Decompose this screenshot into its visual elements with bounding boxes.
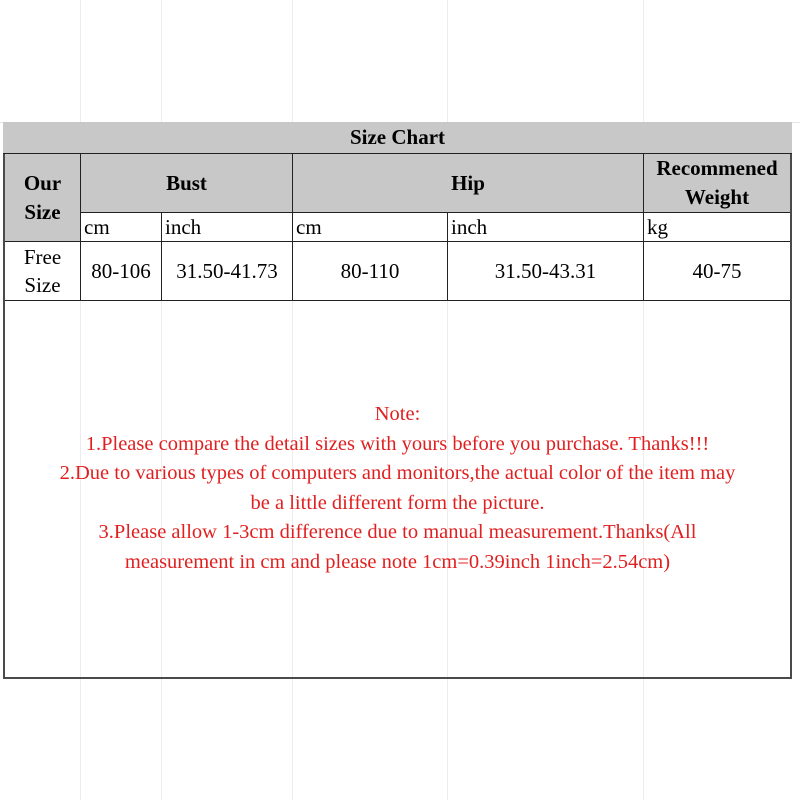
header-bust: Bust	[81, 154, 293, 213]
row-hip-cm: 80-110	[293, 242, 448, 301]
note-line: 2.Due to various types of computers and monitors,the actual color of the item may	[59, 462, 736, 484]
unit-hip-cm: cm	[293, 213, 448, 242]
header-weight: Recommened Weight	[644, 154, 790, 213]
note-line: 3.Please allow 1-3cm difference due to manual measurement.Thanks(All	[98, 521, 697, 543]
note-line: measurement in cm and please note 1cm=0.39inch 1inch=2.54cm)	[124, 550, 671, 573]
row-weight-kg: 40-75	[644, 242, 790, 301]
row-size: Free Size	[5, 242, 81, 301]
row-bust-inch: 31.50-41.73	[162, 242, 293, 301]
table-title: Size Chart	[3, 122, 792, 154]
unit-hip-inch: inch	[448, 213, 644, 242]
header-hip: Hip	[293, 154, 644, 213]
note-line: be a little different form the picture.	[250, 491, 545, 514]
unit-weight-kg: kg	[644, 213, 790, 242]
row-bust-cm: 80-106	[81, 242, 162, 301]
header-our-size: Our Size	[5, 154, 81, 242]
note-block	[3, 400, 792, 577]
unit-bust-cm: cm	[81, 213, 162, 242]
unit-bust-inch: inch	[162, 213, 293, 242]
note-heading: Note:	[374, 403, 421, 425]
note-line: 1.Please compare the detail sizes with yours before you purchase. Thanks!!!	[85, 432, 710, 455]
row-hip-inch: 31.50-43.31	[448, 242, 644, 301]
